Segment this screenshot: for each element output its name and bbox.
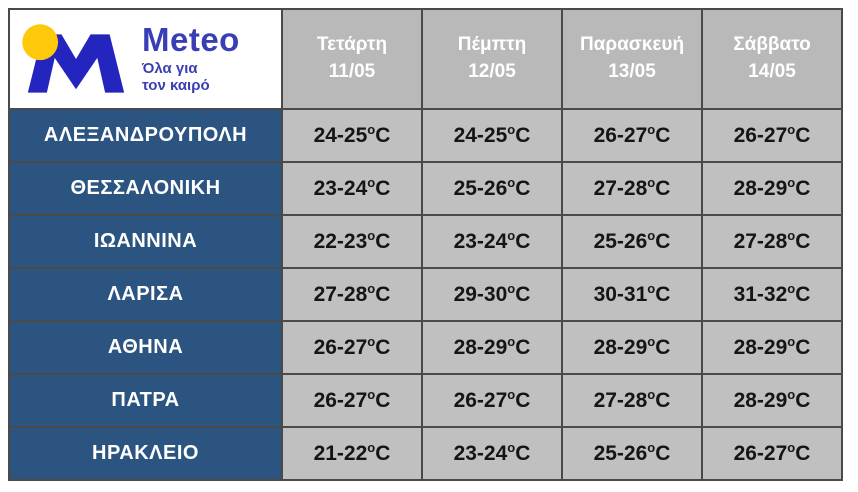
celsius-unit: C [375, 123, 391, 147]
celsius-unit: C [795, 388, 811, 412]
celsius-unit: C [655, 282, 671, 306]
forecast-table [8, 8, 843, 481]
temp-range: 21-22 [313, 441, 368, 465]
day-date: 11/05 [328, 61, 376, 82]
temp-range: 26-27 [313, 388, 368, 412]
day-name: Παρασκευή [579, 34, 685, 56]
degree-symbol: o [647, 386, 656, 402]
temp-range: 23-24 [313, 176, 368, 200]
degree-symbol: o [787, 121, 796, 137]
temp-range: 28-29 [733, 388, 788, 412]
city-cell: ΑΛΕΞΑΝΔΡΟΥΠΟΛΗ [9, 109, 282, 162]
celsius-unit: C [375, 388, 391, 412]
brand-name: Meteo [142, 21, 240, 59]
degree-symbol: o [647, 439, 656, 455]
day-date: 12/05 [468, 61, 516, 82]
temp-range: 24-25 [313, 123, 368, 147]
meteo-logo [10, 11, 281, 107]
degree-symbol: o [367, 280, 376, 296]
temp-range: 26-27 [313, 335, 368, 359]
temp-cell [282, 321, 422, 374]
degree-symbol: o [787, 333, 796, 349]
temp-range: 25-26 [593, 441, 648, 465]
celsius-unit: C [515, 176, 531, 200]
temp-range: 26-27 [453, 388, 508, 412]
table-row-irakleio [9, 427, 842, 480]
temp-cell [282, 109, 422, 162]
degree-symbol: o [787, 174, 796, 190]
degree-symbol: o [507, 439, 516, 455]
temp-cell [422, 215, 562, 268]
day-date: 14/05 [748, 61, 796, 82]
celsius-unit: C [515, 441, 531, 465]
table-row-alexandroupoli [9, 109, 842, 162]
degree-symbol: o [647, 227, 656, 243]
degree-symbol: o [507, 280, 516, 296]
celsius-unit: C [375, 282, 391, 306]
tagline-line-2: τον καιρό [142, 77, 210, 95]
brand-tagline [142, 60, 240, 95]
logo-cell [9, 9, 282, 109]
city-cell: ΗΡΑΚΛΕΙΟ [9, 427, 282, 480]
table-row-ioannina [9, 215, 842, 268]
degree-symbol: o [367, 174, 376, 190]
celsius-unit: C [515, 123, 531, 147]
temp-range: 22-23 [313, 229, 368, 253]
degree-symbol: o [647, 280, 656, 296]
table-row-patra [9, 374, 842, 427]
temp-range: 31-32 [733, 282, 788, 306]
table-row-larisa [9, 268, 842, 321]
temp-cell [702, 427, 842, 480]
temp-range: 26-27 [733, 441, 788, 465]
temp-cell [702, 321, 842, 374]
degree-symbol: o [647, 333, 656, 349]
celsius-unit: C [375, 335, 391, 359]
city-cell: ΙΩΑΝΝΙΝΑ [9, 215, 282, 268]
temp-range: 27-28 [593, 176, 648, 200]
celsius-unit: C [655, 335, 671, 359]
temp-cell [282, 374, 422, 427]
day-date: 13/05 [608, 61, 656, 82]
degree-symbol: o [787, 386, 796, 402]
temp-range: 28-29 [593, 335, 648, 359]
degree-symbol: o [367, 121, 376, 137]
table-row-athina [9, 321, 842, 374]
celsius-unit: C [795, 123, 811, 147]
degree-symbol: o [647, 121, 656, 137]
weather-forecast-page [8, 8, 843, 481]
column-header-friday [562, 9, 702, 109]
temp-cell [562, 374, 702, 427]
celsius-unit: C [795, 441, 811, 465]
city-cell: ΑΘΗΝΑ [9, 321, 282, 374]
temp-cell [562, 215, 702, 268]
temp-range: 23-24 [453, 441, 508, 465]
temp-cell [422, 427, 562, 480]
temp-range: 28-29 [733, 335, 788, 359]
degree-symbol: o [787, 439, 796, 455]
temp-range: 26-27 [593, 123, 648, 147]
celsius-unit: C [795, 335, 811, 359]
degree-symbol: o [367, 227, 376, 243]
temp-cell [562, 321, 702, 374]
temp-range: 30-31 [593, 282, 648, 306]
temp-cell [282, 215, 422, 268]
celsius-unit: C [795, 229, 811, 253]
celsius-unit: C [655, 176, 671, 200]
temp-range: 28-29 [453, 335, 508, 359]
temp-cell [562, 268, 702, 321]
degree-symbol: o [787, 227, 796, 243]
degree-symbol: o [507, 386, 516, 402]
celsius-unit: C [655, 441, 671, 465]
degree-symbol: o [507, 174, 516, 190]
celsius-unit: C [655, 388, 671, 412]
temp-range: 27-28 [313, 282, 368, 306]
city-cell: ΘΕΣΣΑΛΟΝΙΚΗ [9, 162, 282, 215]
celsius-unit: C [655, 123, 671, 147]
temp-range: 27-28 [593, 388, 648, 412]
temp-cell [422, 321, 562, 374]
temp-range: 25-26 [593, 229, 648, 253]
celsius-unit: C [375, 229, 391, 253]
city-cell: ΠΑΤΡΑ [9, 374, 282, 427]
temp-cell [702, 215, 842, 268]
temp-cell [702, 162, 842, 215]
column-header-wednesday [282, 9, 422, 109]
table-row-thessaloniki [9, 162, 842, 215]
temp-cell [562, 427, 702, 480]
temp-cell [422, 268, 562, 321]
degree-symbol: o [507, 227, 516, 243]
meteo-m-sun-icon [20, 23, 132, 95]
temp-cell [702, 109, 842, 162]
temp-cell [282, 268, 422, 321]
celsius-unit: C [515, 388, 531, 412]
tagline-line-1: Όλα για [142, 60, 198, 78]
celsius-unit: C [655, 229, 671, 253]
degree-symbol: o [647, 174, 656, 190]
celsius-unit: C [515, 335, 531, 359]
temp-cell [282, 427, 422, 480]
temp-range: 28-29 [733, 176, 788, 200]
temp-cell [702, 374, 842, 427]
celsius-unit: C [795, 176, 811, 200]
temp-cell [562, 162, 702, 215]
temp-range: 27-28 [733, 229, 788, 253]
temp-cell [562, 109, 702, 162]
temp-cell [702, 268, 842, 321]
temp-range: 24-25 [453, 123, 508, 147]
temp-cell [422, 109, 562, 162]
degree-symbol: o [507, 333, 516, 349]
logo-text [142, 23, 240, 94]
column-header-thursday [422, 9, 562, 109]
temp-range: 23-24 [453, 229, 508, 253]
degree-symbol: o [367, 386, 376, 402]
temp-range: 26-27 [733, 123, 788, 147]
temp-cell [422, 374, 562, 427]
degree-symbol: o [507, 121, 516, 137]
sun-icon [22, 24, 58, 60]
degree-symbol: o [367, 333, 376, 349]
temp-range: 25-26 [453, 176, 508, 200]
celsius-unit: C [375, 441, 391, 465]
degree-symbol: o [367, 439, 376, 455]
day-name: Σάββατο [733, 34, 811, 56]
temp-range: 29-30 [453, 282, 508, 306]
celsius-unit: C [795, 282, 811, 306]
day-name: Τετάρτη [316, 34, 388, 56]
column-header-saturday [702, 9, 842, 109]
temp-cell [422, 162, 562, 215]
header-row [9, 9, 842, 109]
city-cell: ΛΑΡΙΣΑ [9, 268, 282, 321]
celsius-unit: C [515, 229, 531, 253]
celsius-unit: C [375, 176, 391, 200]
celsius-unit: C [515, 282, 531, 306]
day-name: Πέμπτη [457, 34, 527, 56]
degree-symbol: o [787, 280, 796, 296]
temp-cell [282, 162, 422, 215]
